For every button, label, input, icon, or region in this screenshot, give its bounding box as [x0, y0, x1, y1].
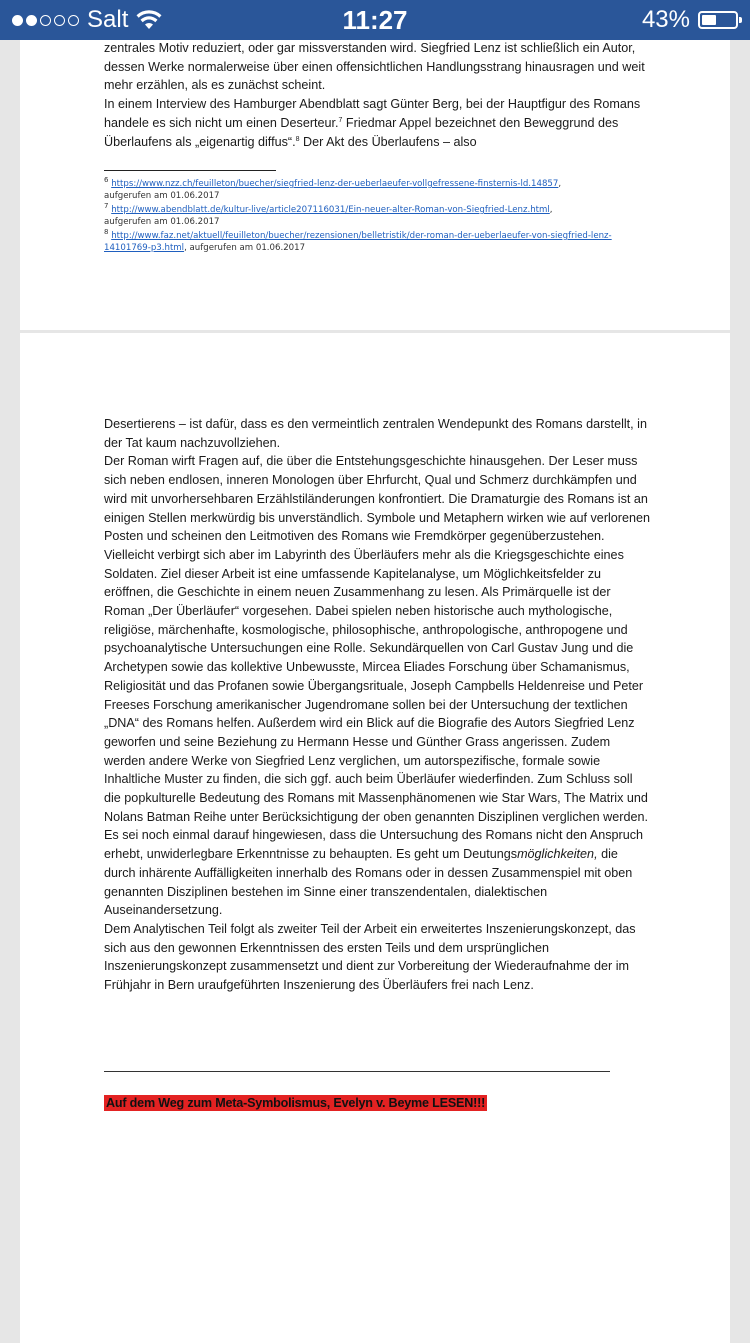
paragraph: Dem Analytischen Teil folgt als zweiter Teil der Arbeit ein erweitertes Inszenierungskonzept, das sich aus den gewonnen Erkenntnissen des ersten Teils und dem ursprünglichen Inszenierungskonzept zusammensetzt und dient zur Vorbereitung der Wiederaufnahme der im Frühjahr in Bern uraufgeführten Inszenierung des Überläufers frei nach Lenz.: [104, 921, 636, 993]
footnote-accessed: , aufgerufen am 01.06.2017: [184, 242, 306, 253]
battery-icon: [698, 11, 738, 29]
status-bar: [0, 0, 750, 40]
carrier-name: Salt: [87, 6, 129, 33]
footnote-accessed: aufgerufen am 01.06.2017: [104, 190, 220, 201]
footnote-accessed: aufgerufen am 01.06.2017: [104, 216, 220, 227]
footnote-number: 7: [104, 202, 109, 211]
paragraph-text: die durch inhärente Auffälligkeiten innerhalb des Romans oder in dessen Zusammenspiel mit oben genannten Disziplinen bestehen im Sinne einer transzendentalen, dialektischen Auseinandersetzung.: [104, 847, 633, 918]
footnote-link[interactable]: https://www.nzz.ch/feuilleton/buecher/siegfried-lenz-der-ueberlaeufer-vollgefressene-finsternis-ld.14857: [111, 179, 559, 189]
paragraph: Desertierens – ist dafür, dass es den vermeintlich zentralen Wendepunkt des Romans darstellt, in der Tat kaum nachzuvollziehen.: [104, 417, 647, 450]
footnote-suffix: ,: [549, 205, 553, 215]
footnote-number: 8: [104, 228, 109, 237]
paragraph-text: Vielleicht verbirgt sich aber im Labyrinth des Überläufers mehr als die Kriegsgeschichte eines Soldaten. Ziel dieser Arbeit ist eine umfassende Kapitelanalyse, um Möglichkeitsfelder zu eröffnen, die Geschichte in einem neuen Zusammenhang zu lesen. Als Primärquelle ist der Roman „Der Überläufer“ vorgesehen. Dabei spielen neben historische auch mythologische, religiöse, märchenhafte, kosmologische, philosophische, anthropologische, anthropogene und psychoanalytische Untersuchungen eine Rolle. Sekundärquellen von Carl Gustav Jung und die Archetypen sowie das kollektive Unbewusste, Mircea Eliades Forschung über Schamanismus, Religiosität und das Profanen sowie Übergangsrituale, Joseph Campbells Heldenreise und Peter Freeses Forschung amerikanischer Jugendromane sollen bei der Untersuchung der textlichen „DNA“ des Romans helfen. Außerdem wird ein Blick auf die Biografie des Autors Siegfried Lenz geworfen und seine Beziehung zu Hermann Hesse und Günther Grass angerissen. Zudem werden andere Werke von Siegfried Lenz verglichen, um autorspezifische, formale sowie Inhaltliche Muster zu finden, die sich ggf. auch beim Überläufer wiederfinden. Zum Schluss soll die popkulturelle Bedeutung des Romans mit Massenphänomenen wie Star Wars, The Matrix und Nolans Batman Reihe unter Berücksichtigung der oben genannten Disziplinen verglichen werden. Es sei noch einmal darauf hingewiesen, dass die Untersuchung des Romans nicht den Anspruch erhebt, unwiderlegbare Erkenntnisse zu behaupten. Es geht um Deutungs: [104, 547, 648, 862]
footnote-number: 6: [104, 176, 109, 185]
paragraph-text: In einem Interview des Hamburger Abendblatt sagt Günter Berg, bei der Hauptfigur des Romans handele es sich nicht um einen Deserteur.: [104, 97, 641, 130]
paragraph-text: Friedmar Appel bezeichnet den Beweggrund des Überlaufens als „eigenartig diffus“.: [104, 115, 619, 149]
footnote-suffix: ,: [558, 179, 562, 189]
page1-body: [104, 39, 652, 151]
document-page-previous: [20, 40, 730, 330]
battery-group: [642, 6, 738, 34]
clock: 11:27: [342, 5, 408, 35]
horizontal-rule: [104, 1071, 610, 1072]
document-page-current: [20, 333, 730, 1343]
paragraph: Der Roman wirft Fragen auf, die über die Entstehungsgeschichte hinausgehen. Der Leser muss sich neben endlosen, inneren Monologen über Ehrfurcht, Qual und Schmerz durchkämpfen und wird mit unvorhersehbaren Erzählstiländerungen konfrontiert. Die Dramaturgie des Romans ist an einigen Stellen merkwürdig bis unverständlich. Symbole und Metaphern wirken wie auf verlorenen Posten und scheinen den Leitmotiven des Romans wie Fremdkörper gegenüberzustehen.: [104, 454, 651, 544]
footnotes: [104, 176, 644, 257]
footnote-separator: [104, 170, 276, 171]
italic-text: möglichkeiten,: [517, 847, 598, 862]
paragraph: [104, 546, 652, 920]
footnote-link[interactable]: http://www.abendblatt.de/kultur-live/article207116031/Ein-neuer-alter-Roman-von-Siegfried-Lenz.html: [111, 205, 550, 215]
paragraph-text: Der Akt des Überlaufens – also: [299, 134, 477, 149]
battery-percent: 43%: [641, 6, 690, 33]
page2-body: [104, 415, 652, 995]
footnote-link[interactable]: http://www.faz.net/aktuell/feuilleton/buecher/rezensionen/belletristik/der-roman-der-ueberlaeufer-von-siegfried-lenz-14101769-p3.html: [104, 231, 612, 253]
footnote-ref[interactable]: 7: [338, 116, 343, 124]
paragraph: [104, 95, 652, 151]
footnote-ref[interactable]: 8: [295, 135, 300, 143]
paragraph: zentrales Motiv reduziert, oder gar missverstanden wird. Siegfried Lenz ist schließlich ein Autor, dessen Werke normalerweise über einen offensichtlichen Handlungsstrang hinausragen und weit mehr erzählen, als es zunächst scheint.: [104, 41, 645, 93]
footnote: [104, 202, 644, 228]
footnote: [104, 176, 644, 202]
highlighted-note: Auf dem Weg zum Meta-Symbolismus, Evelyn v. Beyme LESEN!!!: [106, 1096, 486, 1110]
footnote: [104, 228, 644, 254]
